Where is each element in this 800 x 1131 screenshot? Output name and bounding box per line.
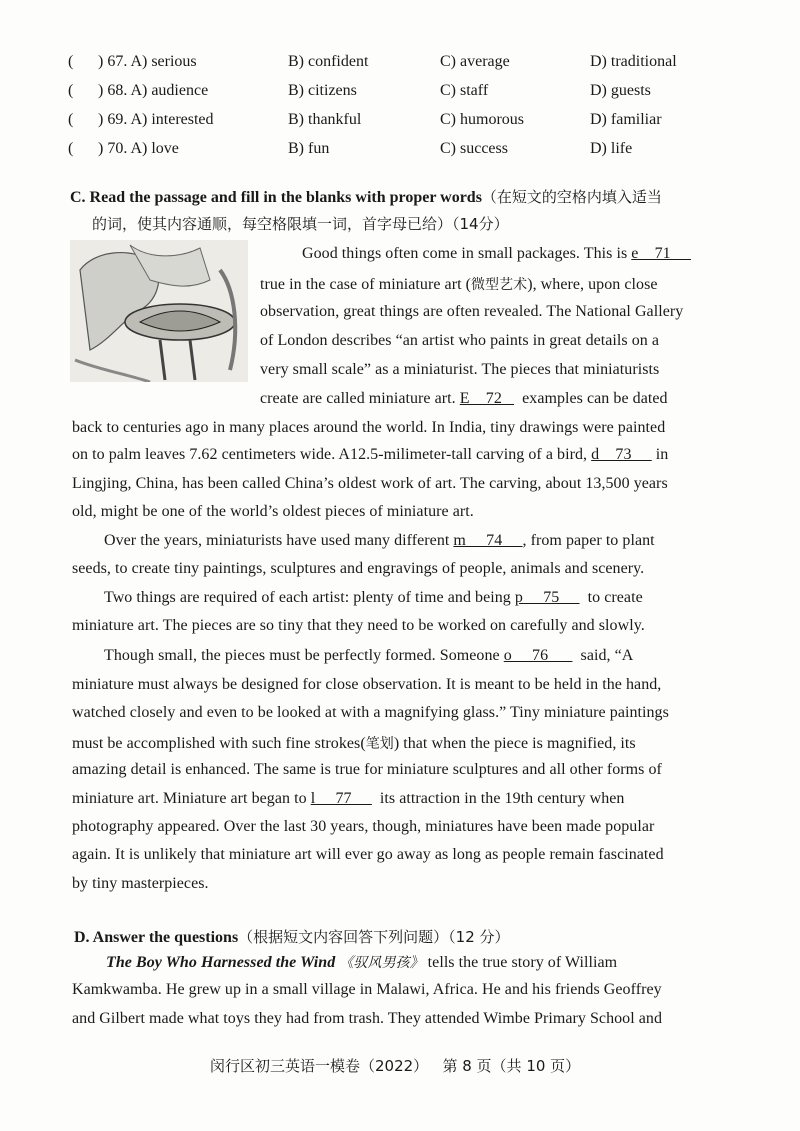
passage-line: miniature art. The pieces are so tiny that they need to be worked on carefully and slowly. [72, 617, 645, 634]
section-d-title [74, 926, 510, 947]
answer-paren: ( [68, 140, 74, 157]
book-title-cn: 《驭风男孩》 [339, 955, 424, 971]
miniature-art-photo-icon [70, 240, 248, 382]
passage-line: amazing detail is enhanced. The same is true for miniature sculptures and all other forms of [72, 761, 662, 778]
option-d: D) life [590, 140, 633, 157]
passage-text: Though small, the pieces must be perfectly formed. Someone [104, 647, 504, 664]
passage-text: miniature art. Miniature art began to [72, 790, 311, 807]
passage-text: ), where, upon close [527, 276, 658, 293]
passage-line: observation, great things are often revealed. The National Gallery [260, 303, 684, 320]
passage-line: miniature must always be designed for close observation. It is meant to be held in the hand, [72, 676, 662, 693]
passage-text: said, “A [572, 647, 634, 664]
passage-text-cn: 笔划 [365, 736, 394, 752]
option-a: ) 69. A) interested [98, 111, 214, 128]
option-a: ) 67. A) serious [98, 53, 197, 70]
passage-text: its attraction in the 19th century when [371, 790, 625, 807]
section-d-title-cn: （根据短文内容回答下列问题）（12 分） [238, 928, 510, 946]
passage-text: examples can be dated [514, 390, 668, 407]
passage-line [302, 245, 691, 263]
passage-text: Good things often come in small packages. This is [302, 245, 632, 262]
passage-line: and Gilbert made what toys they had from trash. They attended Wimbe Primary School and [72, 1010, 663, 1027]
passage-text: Two things are required of each artist: plenty of time and being [104, 589, 515, 606]
passage-line: old, might be one of the world’s oldest pieces of miniature art. [72, 503, 474, 520]
passage-line: Kamkwamba. He grew up in a small village in Malawi, Africa. He and his friends Geoffrey [72, 981, 662, 998]
option-row-69 [68, 111, 768, 135]
option-row-67 [68, 53, 768, 77]
passage-line: by tiny masterpieces. [72, 875, 209, 892]
passage-line [260, 274, 658, 294]
passage-line [72, 790, 624, 808]
passage-line [260, 390, 668, 408]
passage-text: true in the case of miniature art ( [260, 276, 471, 293]
page-footer: 闵行区初三英语一模卷（2022） 第 8 页（共 10 页） [210, 1057, 581, 1075]
blank-77[interactable]: l 77 [310, 790, 372, 807]
miniature-art-image [70, 240, 248, 382]
passage-line [104, 532, 655, 550]
blank-75[interactable]: p 75 [514, 589, 580, 606]
option-c: C) average [440, 53, 510, 70]
passage-line [72, 733, 636, 753]
blank-71[interactable]: e 71 [631, 245, 691, 262]
option-a: ) 68. A) audience [98, 82, 209, 99]
passage-text: create are called miniature art. [260, 390, 460, 407]
passage-line: of London describes “an artist who paints in great details on a [260, 332, 660, 349]
option-d: D) guests [590, 82, 651, 99]
passage-text: on to palm leaves 7.62 centimeters wide. A12.5-milimeter-tall carving of a bird, [72, 446, 592, 463]
answer-paren: ( [68, 53, 74, 70]
option-b: B) thankful [288, 111, 362, 128]
option-c: C) success [440, 140, 508, 157]
passage-text: in [651, 446, 669, 463]
passage-line: watched closely and even to be looked at with a magnifying glass.” Tiny miniature paintings [72, 704, 669, 721]
option-row-70 [68, 140, 768, 164]
option-c: C) staff [440, 82, 489, 99]
passage-line: seeds, to create tiny paintings, sculptures and engravings of people, animals and scenery. [72, 560, 645, 577]
option-a: ) 70. A) love [98, 140, 179, 157]
passage-text-cn: 微型艺术 [471, 277, 528, 293]
option-b: B) citizens [288, 82, 357, 99]
passage-text: , from paper to plant [522, 532, 655, 549]
section-d-title-en: D. Answer the questions [74, 929, 239, 946]
option-d: D) familiar [590, 111, 662, 128]
section-c-title-en: C. Read the passage and fill in the blanks with proper words [70, 189, 482, 206]
section-c-title-cn: （在短文的空格内填入适当 [481, 188, 662, 206]
answer-paren: ( [68, 82, 74, 99]
option-b: B) fun [288, 140, 330, 157]
passage-text: Over the years, miniaturists have used many different [104, 532, 454, 549]
option-row-68 [68, 82, 768, 106]
passage-line: Lingjing, China, has been called China’s oldest work of art. The carving, about 13,500 years [72, 475, 668, 492]
section-c-title [70, 186, 662, 207]
blank-73[interactable]: d 73 [591, 446, 652, 463]
passage-line [106, 952, 617, 972]
passage-line: very small scale” as a miniaturist. The pieces that miniaturists [260, 361, 660, 378]
blank-72[interactable]: E 72 [459, 390, 515, 407]
answer-paren: ( [68, 111, 74, 128]
passage-text: to create [579, 589, 643, 606]
passage-line [104, 647, 633, 665]
blank-76[interactable]: o 76 [503, 647, 573, 664]
option-c: C) humorous [440, 111, 524, 128]
option-b: B) confident [288, 53, 369, 70]
section-c-instructions: 的词，使其内容通顺，每空格限填一词，首字母已给）（14分） [92, 215, 509, 233]
passage-line [72, 446, 668, 464]
option-d: D) traditional [590, 53, 677, 70]
passage-line: back to centuries ago in many places around the world. In India, tiny drawings were painted [72, 419, 666, 436]
passage-text: ) that when the piece is magnified, its [393, 735, 636, 752]
passage-text: must be accomplished with such fine strokes( [72, 735, 366, 752]
book-title: The Boy Who Harnessed the Wind [106, 954, 336, 971]
passage-line: photography appeared. Over the last 30 years, though, miniatures have been made popular [72, 818, 655, 835]
passage-text: tells the true story of William [423, 954, 618, 971]
passage-line: again. It is unlikely that miniature art will ever go away as long as people remain fascinated [72, 846, 664, 863]
passage-line [104, 589, 643, 607]
blank-74[interactable]: m 74 [453, 532, 523, 549]
